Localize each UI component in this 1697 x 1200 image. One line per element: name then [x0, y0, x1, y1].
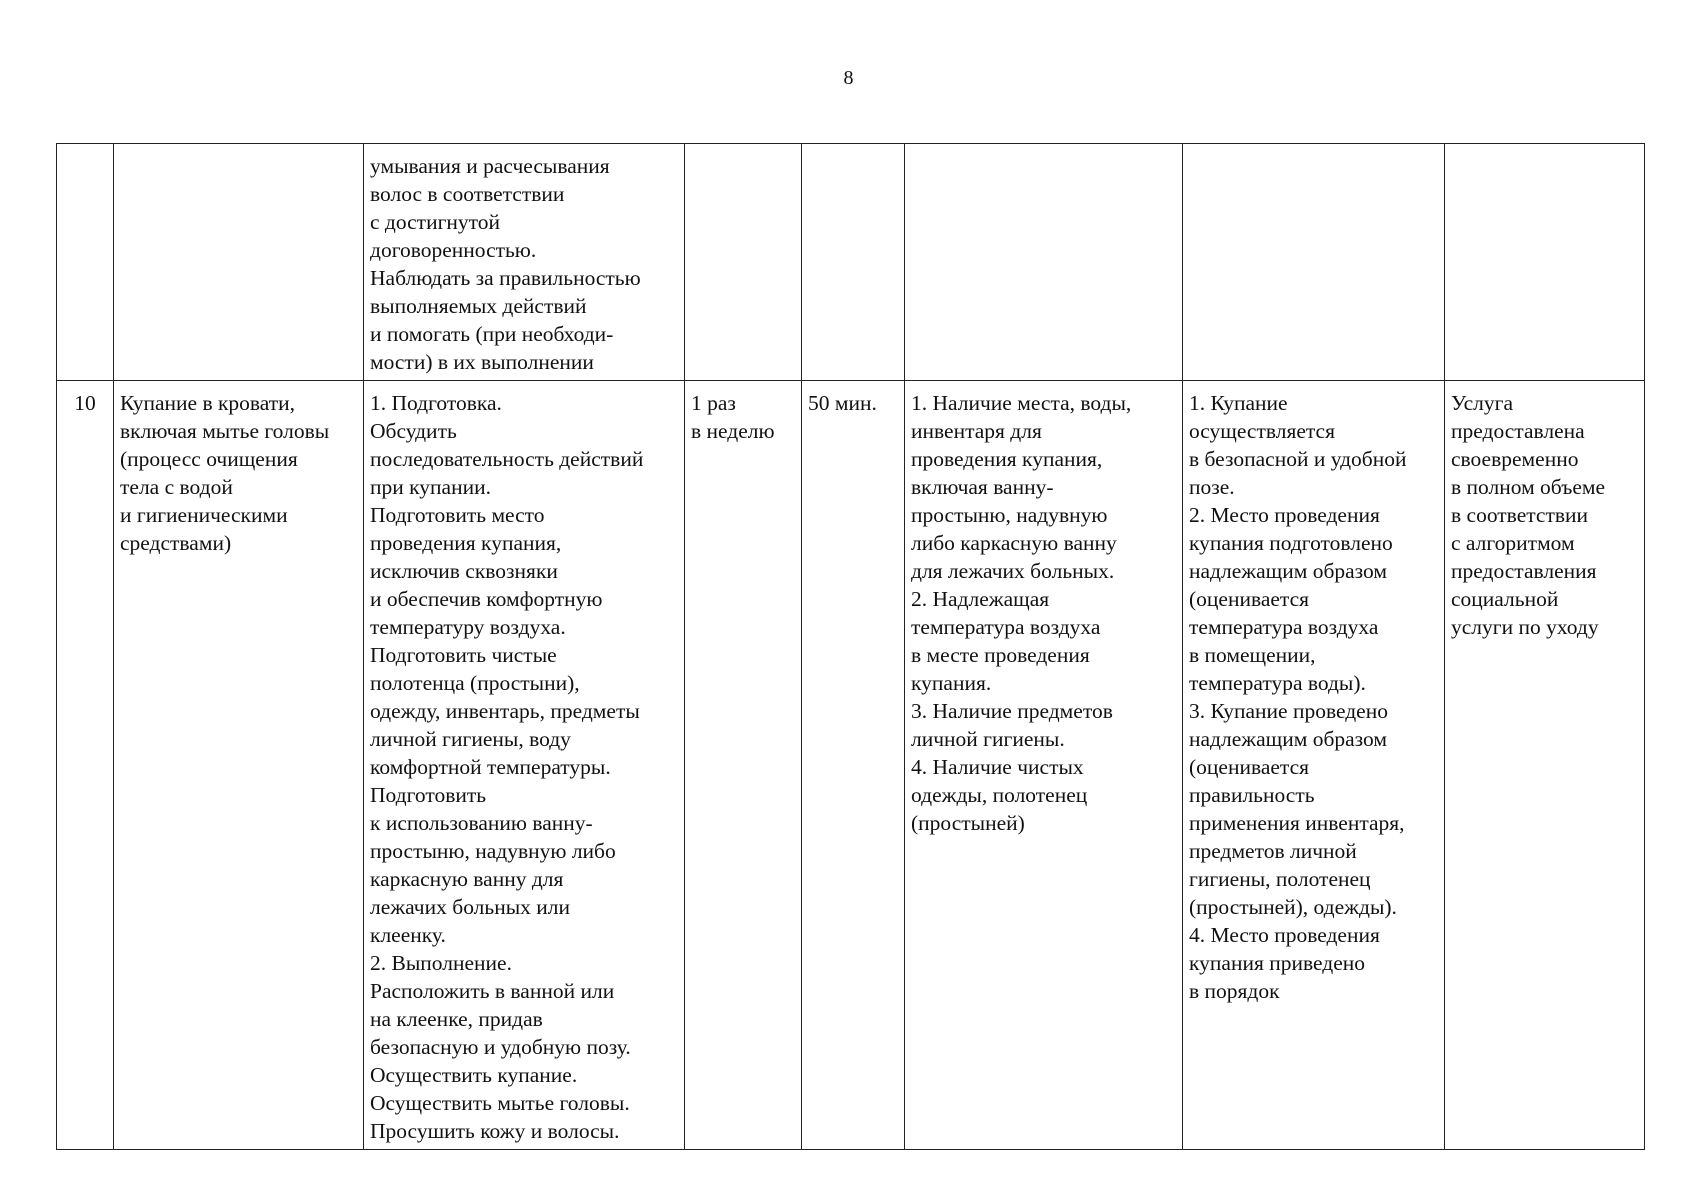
frequency-cell: 1 раз в неделю [685, 381, 802, 1150]
service-content-cell: умывания и расчесывания волос в соответствии с достигнутой договоренностью. Наблюдать за правильностью выполняемых действий и помогать (при необходи- мости) в их выполнении [364, 144, 685, 381]
frequency-cell [685, 144, 802, 381]
service-name-cell: Купание в кровати, включая мытье головы (процесс очищения тела с водой и гигиеническими средствами) [114, 381, 364, 1150]
table-row [57, 144, 1645, 381]
result-cell [1445, 144, 1645, 381]
page-number: 8 [843, 67, 854, 89]
duration-cell: 50 мин. [802, 381, 905, 1150]
row-number-cell: 10 [57, 381, 114, 1150]
quality-indicators-cell: 1. Купание осуществляется в безопасной и удобной позе. 2. Место проведения купания подготовлено надлежащим образом (оценивается температура воздуха в помещении, температура воды). 3. Купание проведено надлежащим образом (оценивается правильность применения инвентаря, предметов личной гигиены, полотенец (простыней), одежды). 4. Место проведения купания приведено в порядок [1183, 381, 1445, 1150]
quality-indicators-cell [1183, 144, 1445, 381]
result-cell: Услуга предоставлена своевременно в полном объеме в соответствии с алгоритмом предоставления социальной услуги по уходу [1445, 381, 1645, 1150]
service-content-cell: 1. Подготовка. Обсудить последовательность действий при купании. Подготовить место проведения купания, исключив сквозняки и обеспечив комфортную температуру воздуха. Подготовить чистые полотенца (простыни), одежду, инвентарь, предметы личной гигиены, воду комфортной температуры. Подготовить к использованию ванну- простыню, надувную либо каркасную ванну для лежачих больных или клеенку. 2. Выполнение. Расположить в ванной или на клеенке, придав безопасную и удобную позу. Осуществить купание. Осуществить мытье головы. Просушить кожу и волосы. [364, 381, 685, 1150]
service-name-cell [114, 144, 364, 381]
row-number-cell [57, 144, 114, 381]
table-row [57, 381, 1645, 1150]
conditions-cell: 1. Наличие места, воды, инвентаря для проведения купания, включая ванну- простыню, надувную либо каркасную ванну для лежачих больных. 2. Надлежащая температура воздуха в месте проведения купания. 3. Наличие предметов личной гигиены. 4. Наличие чистых одежды, полотенец (простыней) [905, 381, 1183, 1150]
conditions-cell [905, 144, 1183, 381]
service-standards-table [56, 143, 1645, 1150]
duration-cell [802, 144, 905, 381]
